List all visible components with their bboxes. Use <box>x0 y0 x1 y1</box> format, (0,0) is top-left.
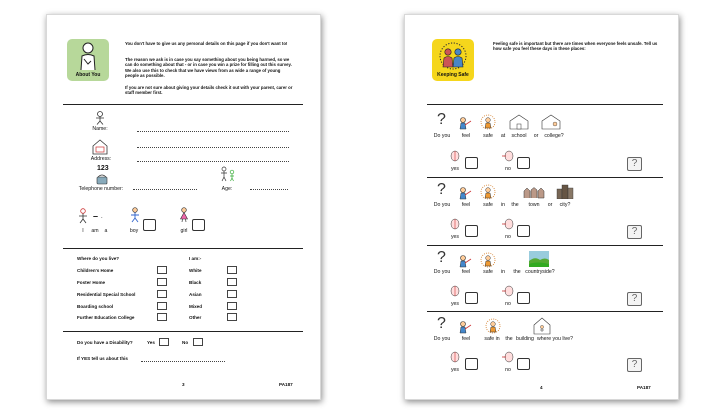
answer-no-checkbox[interactable] <box>517 358 530 370</box>
question-word: Do you <box>433 133 451 139</box>
age-field[interactable] <box>250 189 288 190</box>
answer-no-checkbox[interactable] <box>517 225 530 237</box>
no-label: no <box>505 301 511 307</box>
no-face-icon <box>501 150 515 164</box>
boy-checkbox[interactable] <box>143 219 156 231</box>
divider <box>427 245 663 246</box>
tell-us-label: If YES tell us about this <box>77 356 128 361</box>
boy-icon <box>129 207 141 223</box>
age-people-icon <box>219 165 237 183</box>
i-am-heading: I am:- <box>189 256 202 261</box>
divider <box>427 104 663 105</box>
city-icon <box>556 183 574 199</box>
answer-yes-checkbox[interactable] <box>465 358 478 370</box>
disability-details-field[interactable] <box>141 361 225 362</box>
keeping-safe-label: Keeping Safe <box>437 72 469 78</box>
person-icon <box>76 41 100 71</box>
question-word: Do you <box>433 202 451 208</box>
where-live-checkbox[interactable] <box>157 290 167 298</box>
no-label: no <box>505 234 511 240</box>
yes-face-icon <box>450 150 460 164</box>
question-word: where you live? <box>536 336 574 342</box>
yes-label: yes <box>450 234 460 240</box>
about-you-label: About You <box>75 72 101 78</box>
address-field-1[interactable] <box>137 147 289 148</box>
house-letter-icon <box>92 139 108 155</box>
question-mark-icon: ? <box>437 315 446 332</box>
answer-no-checkbox[interactable] <box>517 157 530 169</box>
address-field-2[interactable] <box>137 161 289 162</box>
telephone-field[interactable] <box>133 189 197 190</box>
ethnicity-checkbox[interactable] <box>227 266 237 274</box>
telephone-number-symbol: 123 <box>97 165 109 172</box>
question-word: safe <box>483 269 493 275</box>
question-word: college? <box>544 133 564 139</box>
question-word: town <box>528 202 540 208</box>
family-safe-icon <box>435 41 471 71</box>
girl-checkbox[interactable] <box>192 219 205 231</box>
question-word: the <box>513 269 521 275</box>
where-live-option: Foster Home <box>77 280 106 285</box>
ethnicity-checkbox[interactable] <box>227 302 237 310</box>
ethnicity-checkbox[interactable] <box>227 290 237 298</box>
yes-label: yes <box>450 367 460 373</box>
yes-label: yes <box>450 166 460 172</box>
where-live-option: Boarding school <box>77 304 114 309</box>
town-icon <box>523 187 545 199</box>
where-live-checkbox[interactable] <box>157 266 167 274</box>
age-label: Age: <box>221 186 233 192</box>
where-live-option: Further Education College <box>77 315 135 320</box>
question-word: safe <box>483 202 493 208</box>
divider <box>63 248 303 249</box>
keeping-safe-logo <box>432 39 474 81</box>
divider <box>63 331 303 332</box>
page-keeping-safe <box>404 14 679 400</box>
where-live-option: Children's Home <box>77 268 114 273</box>
name-label: Name: <box>92 126 108 132</box>
disability-question: Do you have a Disability? <box>77 340 133 345</box>
yes-face-icon <box>450 218 460 232</box>
disability-yes-checkbox[interactable] <box>159 338 169 346</box>
intro-paragraph-2: The reason we ask is in case you say something about you being harmed, so we can do something about that - or in case you win a prize for filling out this survey. We also use this to check that we have views from as wide a range of young people as possible. <box>125 57 292 78</box>
answer-yes-checkbox[interactable] <box>465 292 478 304</box>
building-icon <box>533 317 551 335</box>
where-live-heading: Where do you live? <box>77 256 120 261</box>
page-number: 3 <box>182 382 185 387</box>
question-word: in <box>500 202 506 208</box>
dont-know-checkbox[interactable]: ? <box>627 225 642 239</box>
intro-paragraph-3: If you are not sure about giving your details check it out with your parent, carer or staff member first. <box>125 85 293 96</box>
yes-label: Yes <box>147 340 155 345</box>
no-label: no <box>505 166 511 172</box>
feel-safe-icon <box>485 318 501 334</box>
no-face-icon <box>501 351 515 365</box>
question-word: Do you <box>433 336 451 342</box>
answer-yes-checkbox[interactable] <box>465 225 478 237</box>
name-person-icon <box>94 111 106 125</box>
question-mark-icon: ? <box>437 111 446 128</box>
question-word: the <box>505 336 513 342</box>
intro-paragraph-1: You don't have to give us any personal details on this page if you don't want to! <box>125 41 288 46</box>
ethnicity-checkbox[interactable] <box>227 278 237 286</box>
girl-icon <box>178 207 190 223</box>
ethnicity-option: Asian <box>189 292 202 297</box>
question-word: safe <box>483 133 493 139</box>
i-person-icon <box>77 208 89 224</box>
no-face-icon <box>501 218 515 232</box>
school-icon <box>509 114 529 130</box>
disability-no-checkbox[interactable] <box>193 338 203 346</box>
ethnicity-checkbox[interactable] <box>227 313 237 321</box>
question-word: Do you <box>433 269 451 275</box>
where-live-checkbox[interactable] <box>157 302 167 310</box>
ethnicity-option: Other <box>189 315 202 320</box>
yes-label: yes <box>450 301 460 307</box>
question-word: the <box>511 202 519 208</box>
question-word: countryside? <box>525 269 555 275</box>
question-word: city? <box>559 202 571 208</box>
where-live-checkbox[interactable] <box>157 313 167 321</box>
college-icon <box>541 114 561 130</box>
ethnicity-option: White <box>189 268 202 273</box>
ethnicity-option: Black <box>189 280 202 285</box>
keeping-safe-intro: Feeling safe is important but there are times when everyone feels unsafe. Tell us how safe you feel these days in these places: <box>493 41 658 52</box>
form-code: PA187 <box>637 385 651 390</box>
divider <box>427 311 663 312</box>
page-number: 4 <box>540 385 543 390</box>
form-code: PA187 <box>279 382 293 387</box>
telephone-icon <box>96 173 108 185</box>
telephone-label: Telephone number: <box>78 186 124 192</box>
question-word: feel <box>461 336 471 342</box>
question-word: or <box>533 133 539 139</box>
am-label: am <box>91 228 99 234</box>
about-you-logo <box>67 39 109 81</box>
address-label: Address: <box>90 156 112 162</box>
answer-yes-checkbox[interactable] <box>465 157 478 169</box>
question-word: feel <box>461 269 471 275</box>
page-about-you <box>46 14 321 400</box>
you-icon <box>458 116 472 130</box>
question-mark-icon: ? <box>437 249 446 266</box>
divider <box>427 177 663 178</box>
question-mark-icon: ? <box>437 181 446 198</box>
question-word: at <box>500 133 506 139</box>
answer-no-checkbox[interactable] <box>517 292 530 304</box>
question-word: safe in <box>484 336 500 342</box>
countryside-icon <box>529 251 549 267</box>
a-label: a <box>104 228 108 234</box>
name-field[interactable] <box>137 131 289 132</box>
am-symbol: – <box>93 211 99 221</box>
feel-safe-icon <box>480 114 496 130</box>
divider <box>63 104 303 105</box>
where-live-checkbox[interactable] <box>157 278 167 286</box>
you-icon <box>458 186 472 200</box>
no-label: no <box>505 367 511 373</box>
boy-label: boy <box>129 228 139 234</box>
you-icon <box>458 320 472 334</box>
dont-know-checkbox[interactable]: ? <box>627 292 642 306</box>
no-label: No <box>182 340 189 345</box>
i-label: I <box>82 228 84 234</box>
where-live-option: Residential Special School <box>77 292 136 297</box>
question-word: feel <box>461 202 471 208</box>
you-icon <box>458 254 472 268</box>
yes-face-icon <box>450 285 460 299</box>
dont-know-checkbox[interactable]: ? <box>627 358 642 372</box>
no-face-icon <box>501 285 515 299</box>
question-word: in <box>500 269 506 275</box>
feel-safe-icon <box>480 252 496 268</box>
question-word: feel <box>461 133 471 139</box>
ethnicity-option: Mixed <box>189 304 203 309</box>
dont-know-checkbox[interactable]: ? <box>627 157 642 171</box>
question-word: or <box>547 202 553 208</box>
girl-label: girl <box>180 228 188 234</box>
question-word: school <box>511 133 527 139</box>
a-symbol: . <box>101 214 103 220</box>
yes-face-icon <box>450 351 460 365</box>
feel-safe-icon <box>480 184 496 200</box>
question-word: building <box>516 336 534 342</box>
